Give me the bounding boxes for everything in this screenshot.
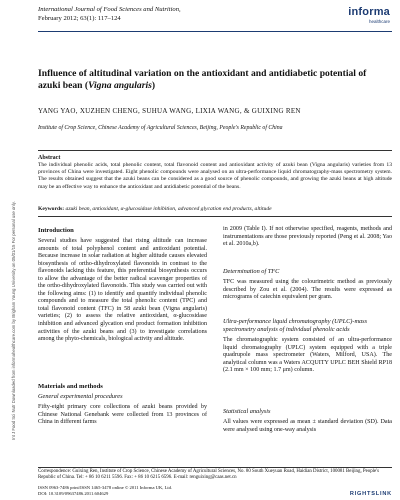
keywords	[38, 206, 392, 213]
tfc-section	[223, 268, 392, 302]
methods-text: Fifty-eight primary core collections of azuki beans provided by Chinese National Genebank were collected from 13 provinces of China in different farms	[38, 404, 207, 426]
footer-rule	[38, 467, 392, 468]
side-watermark-text: Int J Food Sci Nutr Downloaded from informahealthcare.com by Brigham Young University on 05/01/15 For personal use only.	[11, 201, 16, 440]
doi-link[interactable]: DOI: 10.3109/09637486.2011.604629	[38, 490, 109, 496]
journal-name: International Journal of Food Sciences and Nutrition,	[38, 6, 181, 13]
stats-text: All values were expressed as mean ± standard deviation (SD). Data were analysed using one-way analysis	[223, 419, 392, 433]
right-column	[223, 226, 392, 249]
tfc-text: TFC was measured using the colourimetric method as previously described by Zou et al. (2004). The results were expressed as micrograms of catechin equivalent per gram.	[223, 279, 392, 301]
methods-subheading: General experimental procedures	[38, 393, 123, 400]
abstract-heading: Abstract	[38, 155, 61, 161]
publisher-logo[interactable]	[348, 6, 390, 24]
introduction-heading: Introduction	[38, 227, 74, 234]
left-column	[38, 226, 207, 344]
introduction-text: Several studies have suggested that rising altitude can increase amounts of total polyphenol content and antioxidant potential. Because increase in solar radiation at higher altitude causes elevated biosynthesis of ortho-dihydroxylated flavonoids in contrast to the flavonoids lacking this feature, this preferential biosynthesis occurs to allow the advantage of the better radical scavenger properties of the ortho-dihydroxylated flavonoids. This study was carried out with the following aims: (1) to identify and quantify individual phenolic compounds and to measure the total phenolic content (TPC) and total flavonoid content (TFC) in 58 azuki bean (Vigna angularis) varieties; (2) to assess the relative antioxidant, α-glucosidase inhibition and advanced glycation end product formation inhibition activities of the azuki beans and (3) to investigate correlations among the phyto-chemicals, biological activity and altitude.	[38, 238, 207, 343]
publisher-logo-text: informa	[348, 6, 390, 18]
publisher-logo-sub: healthcare	[368, 19, 390, 24]
methods-section	[38, 382, 207, 427]
article-title-end: )	[151, 80, 156, 91]
side-watermark	[7, 110, 31, 440]
journal-issue: February 2012; 63(1): 117–124	[38, 15, 121, 22]
keywords-list: azuki bean, antioxidant, α-glucosidase inhibition, advanced glycation end products, altitude	[65, 206, 272, 212]
uplc-subheading: Ultra-performance liquid chromatography (UPLC)-mass spectrometry analysis of individual phenolic acids	[223, 318, 368, 333]
affiliation: Institute of Crop Science, Chinese Academy of Agricultural Sciences, Beijing, People's Republic of China	[38, 125, 283, 131]
stats-section	[223, 408, 392, 434]
page-header	[38, 6, 392, 32]
article-title-main: Influence of altitudinal variation on the antioxidant and antidiabetic potential of azuki bean (	[38, 68, 367, 91]
uplc-section	[223, 318, 392, 375]
uplc-text: The chromatographic system consisted of an ultra-performance liquid chromatography (UPLC) system equipped with a triple quadrupole mass spectrometer (Waters, Milford, USA). The analytical column was a Waters ACQUITY UPLC BEH Shield RP18 (2.1 mm × 100 mm; 1.7 μm) column.	[223, 337, 392, 374]
keywords-label: Keywords:	[38, 206, 65, 212]
tfc-subheading: Determination of TFC	[223, 268, 280, 275]
abstract-rule-bottom	[38, 216, 392, 217]
abstract-rule-top	[38, 150, 392, 151]
publication-ids	[38, 485, 298, 496]
continued-text: in 2009 (Table I). If not otherwise specified, reagents, methods and instrumentations are those previously reported (Peng et al. 2008; Yao et al. 2010a,b).	[223, 226, 392, 248]
methods-heading: Materials and methods	[38, 383, 103, 390]
rightslink-logo[interactable]: RIGHTSLINK	[349, 491, 392, 497]
abstract-text: The individual phenolic acids, total phenolic content, total flavonoid content and antioxidant activity of azuki bean (Vigna angularis) varieties from 13 provinces of China were investigated. Eight phenolic compounds were analysed on an ultra-performance liquid chromatography-mass spectrometry system. The results obtained suggest that the azuki beans can be considered as a good source of phenolic compounds, and growing the azuki beans at high altitude may be an effective way to enhance the antioxidant and antidiabetic potential of the beans.	[38, 162, 392, 190]
article-title	[38, 68, 378, 92]
article-title-italic: Vigna angularis	[88, 80, 152, 91]
issn-line: ISSN 0963-7486 print/ISSN 1465-3478 online © 2011 Informa UK, Ltd.	[38, 485, 173, 490]
stats-subheading: Statistical analysis	[223, 408, 271, 415]
header-rule	[38, 31, 392, 32]
author-list: YANG YAO, XUZHEN CHENG, SUHUA WANG, LIXIA WANG, & GUIXING REN	[38, 107, 301, 115]
correspondence-note: Correspondence: Guixing Ren, Institute of Crop Science, Chinese Academy of Agricultural Sciences, No. 80 South Xueyuan Road, Haidian District, 100081 Beijing, People's Republic of China. Tel: + 86 10 6211 5596. Fax: + 86 10 6215 6596. E-mail: renguixing@caas.net.cn	[38, 469, 379, 481]
